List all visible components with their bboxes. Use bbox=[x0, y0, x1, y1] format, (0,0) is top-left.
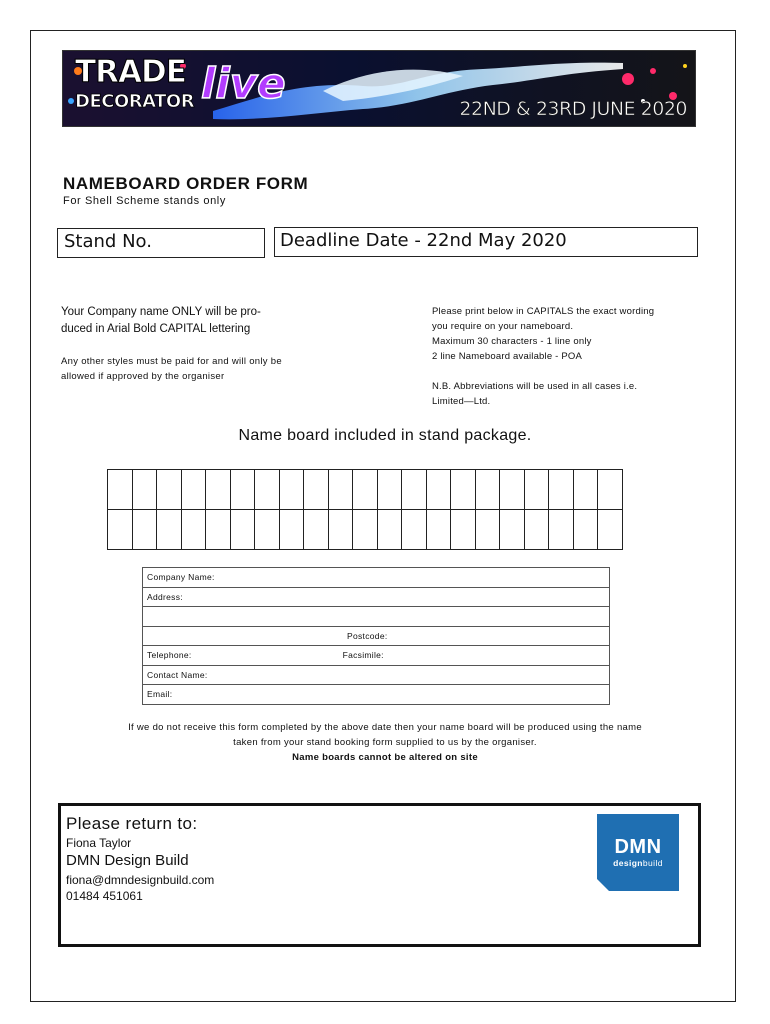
info-right-line: N.B. Abbreviations will be used in all cases i.e. bbox=[432, 381, 638, 392]
email-field[interactable] bbox=[143, 685, 610, 705]
dmn-logo-subtext bbox=[597, 858, 679, 868]
letter-cell[interactable] bbox=[230, 510, 255, 550]
brand-trade: TRADE bbox=[75, 54, 186, 90]
letter-cell[interactable] bbox=[549, 510, 574, 550]
letter-cell[interactable] bbox=[500, 510, 525, 550]
info-lettering bbox=[61, 304, 331, 338]
letter-cell[interactable] bbox=[255, 510, 280, 550]
telephone-fax-row[interactable] bbox=[143, 646, 610, 666]
letter-cell[interactable] bbox=[377, 470, 402, 510]
letter-cell[interactable] bbox=[573, 510, 598, 550]
contact-name-field[interactable] bbox=[143, 665, 610, 685]
info-left-line: duced in Arial Bold CAPITAL lettering bbox=[61, 323, 251, 335]
address-field-line2[interactable] bbox=[143, 607, 610, 627]
package-note: Name board included in stand package. bbox=[238, 427, 532, 444]
info-styles bbox=[61, 354, 331, 384]
notice-line: taken from your stand booking form supplied to us by the organiser. bbox=[233, 737, 537, 748]
return-heading: Please return to: bbox=[66, 814, 198, 833]
form-title: NAMEBOARD ORDER FORM bbox=[63, 174, 309, 193]
letter-cell[interactable] bbox=[524, 470, 549, 510]
letter-cell[interactable] bbox=[132, 510, 157, 550]
event-banner bbox=[62, 50, 696, 127]
info-left-line: Any other styles must be paid for and will only be bbox=[61, 356, 282, 367]
contact-details-form bbox=[142, 567, 610, 705]
letter-cell[interactable] bbox=[426, 470, 451, 510]
letter-cell[interactable] bbox=[475, 510, 500, 550]
nameboard-letter-grid bbox=[107, 469, 623, 550]
letter-cell[interactable] bbox=[255, 470, 280, 510]
info-right-line: you require on your nameboard. bbox=[432, 321, 574, 332]
letter-cell[interactable] bbox=[328, 470, 353, 510]
form-subtitle: For Shell Scheme stands only bbox=[63, 195, 226, 207]
contact-name-label: Contact Name: bbox=[147, 669, 208, 680]
info-left-line: Your Company name ONLY will be pro- bbox=[61, 306, 261, 318]
notice-warning: Name boards cannot be altered on site bbox=[292, 752, 478, 763]
return-company: DMN Design Build bbox=[66, 852, 189, 869]
letter-cell[interactable] bbox=[451, 510, 476, 550]
event-dates: 22ND & 23RD JUNE 2020 bbox=[459, 98, 687, 120]
letter-cell[interactable] bbox=[108, 470, 133, 510]
return-phone: 01484 451061 bbox=[66, 889, 143, 903]
letter-cell[interactable] bbox=[206, 510, 231, 550]
return-email[interactable]: fiona@dmndesignbuild.com bbox=[66, 873, 215, 887]
deadline-date-box: Deadline Date - 22nd May 2020 bbox=[274, 227, 698, 257]
letter-cell[interactable] bbox=[426, 510, 451, 550]
letter-cell[interactable] bbox=[549, 470, 574, 510]
letter-cell[interactable] bbox=[328, 510, 353, 550]
info-right-line: Please print below in CAPITALS the exact wording bbox=[432, 306, 655, 317]
telephone-label: Telephone: bbox=[147, 650, 192, 661]
letter-cell[interactable] bbox=[181, 510, 206, 550]
dmn-logo-text: DMN bbox=[614, 836, 662, 858]
info-right-line: Maximum 30 characters - 1 line only bbox=[432, 336, 592, 347]
letter-cell[interactable] bbox=[157, 510, 182, 550]
letter-cell[interactable] bbox=[157, 470, 182, 510]
letter-cell[interactable] bbox=[279, 510, 304, 550]
letter-cell[interactable] bbox=[402, 510, 427, 550]
info-right-line: 2 line Nameboard available - POA bbox=[432, 351, 583, 362]
letter-cell[interactable] bbox=[132, 470, 157, 510]
brand-live: live bbox=[201, 59, 286, 108]
brand-decorator: DECORATOR bbox=[75, 91, 195, 112]
dmn-logo-sub-bold: design bbox=[613, 858, 643, 868]
letter-cell[interactable] bbox=[377, 510, 402, 550]
postcode-field[interactable] bbox=[143, 626, 610, 646]
address-label: Address: bbox=[147, 591, 183, 602]
notice-line: If we do not receive this form completed by the above date then your name board will be produced using the name bbox=[128, 722, 642, 733]
letter-cell[interactable] bbox=[108, 510, 133, 550]
email-label: Email: bbox=[147, 689, 173, 700]
notice-text bbox=[60, 720, 710, 765]
info-right-line: Limited—Ltd. bbox=[432, 396, 491, 407]
letter-cell[interactable] bbox=[475, 470, 500, 510]
letter-cell[interactable] bbox=[353, 510, 378, 550]
letter-cell[interactable] bbox=[598, 470, 623, 510]
info-left-line: allowed if approved by the organiser bbox=[61, 371, 225, 382]
letter-cell[interactable] bbox=[500, 470, 525, 510]
info-wording bbox=[432, 304, 702, 409]
stand-number-field[interactable]: Stand No. bbox=[57, 228, 265, 258]
letter-cell[interactable] bbox=[279, 470, 304, 510]
letter-cell[interactable] bbox=[573, 470, 598, 510]
letter-cell[interactable] bbox=[230, 470, 255, 510]
letter-cell[interactable] bbox=[181, 470, 206, 510]
letter-cell[interactable] bbox=[598, 510, 623, 550]
dmn-logo-sub-light: build bbox=[642, 858, 663, 868]
return-contact-name: Fiona Taylor bbox=[66, 836, 132, 850]
letter-cell[interactable] bbox=[451, 470, 476, 510]
company-name-label: Company Name: bbox=[147, 572, 215, 583]
company-name-field[interactable] bbox=[143, 568, 610, 588]
address-field[interactable] bbox=[143, 587, 610, 607]
letter-cell[interactable] bbox=[304, 470, 329, 510]
letter-cell[interactable] bbox=[402, 470, 427, 510]
postcode-label: Postcode: bbox=[347, 630, 388, 641]
letter-cell[interactable] bbox=[304, 510, 329, 550]
facsimile-label: Facsimile: bbox=[342, 650, 384, 661]
letter-cell[interactable] bbox=[524, 510, 549, 550]
letter-cell[interactable] bbox=[206, 470, 231, 510]
letter-cell[interactable] bbox=[353, 470, 378, 510]
